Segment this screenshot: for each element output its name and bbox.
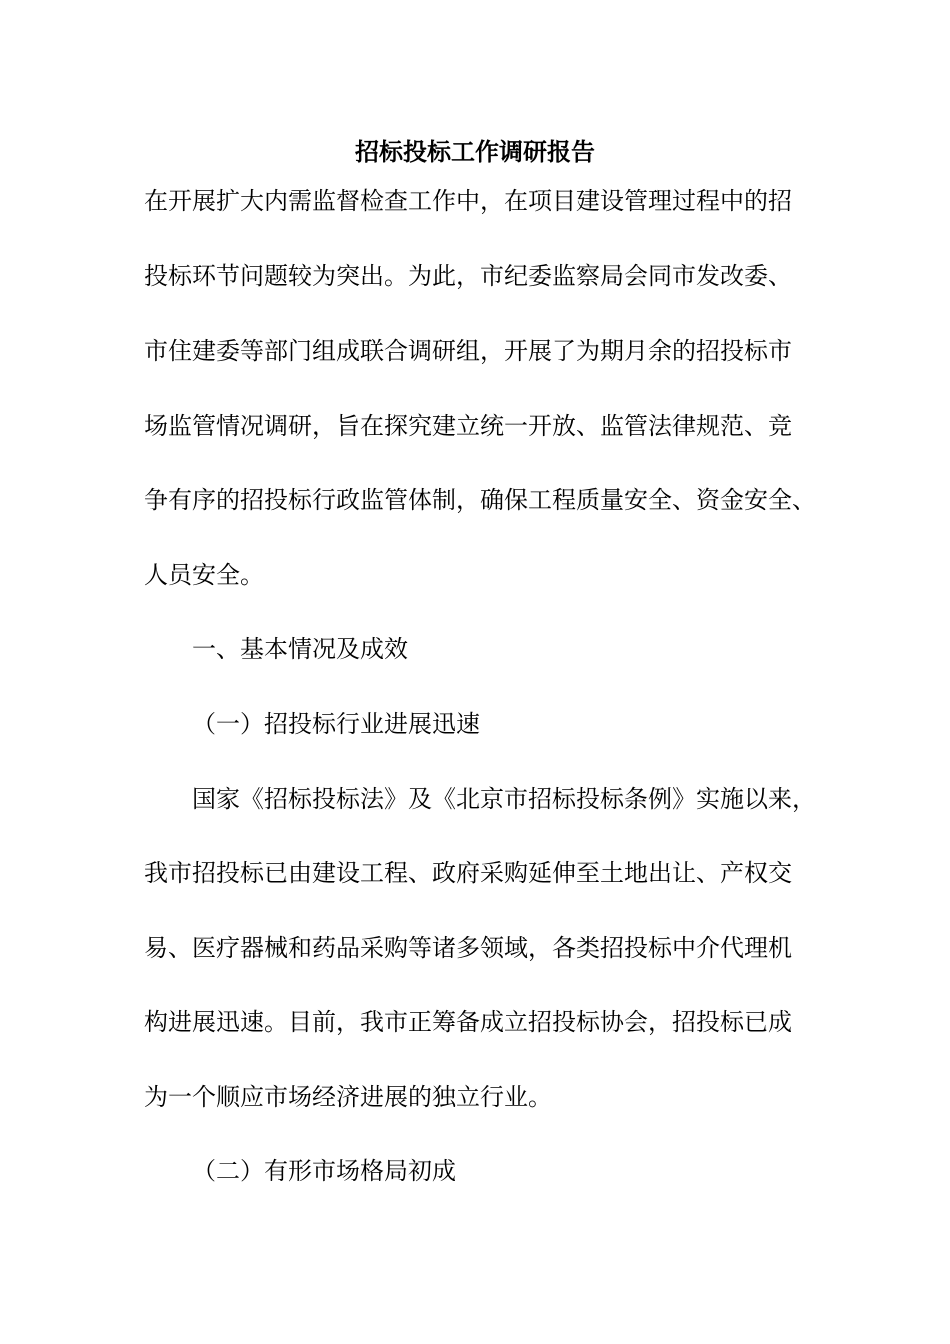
- paragraph-line: 为一个顺应市场经济进展的独立行业。: [144, 1083, 552, 1111]
- subsection-heading: （一）招投标行业进展迅速: [192, 710, 480, 738]
- paragraph-line: 市住建委等部门组成联合调研组，开展了为期月余的招投标市: [144, 337, 792, 365]
- paragraph-line: 易、医疗器械和药品采购等诸多领域，各类招投标中介代理机: [144, 934, 792, 962]
- paragraph-line: 在开展扩大内需监督检查工作中，在项目建设管理过程中的招: [144, 187, 792, 215]
- paragraph-line: 人员安全。: [144, 561, 264, 589]
- paragraph-line: 场监管情况调研，旨在探究建立统一开放、监管法律规范、竞: [144, 412, 792, 440]
- section-heading: 一、基本情况及成效: [192, 635, 408, 663]
- paragraph-line: 投标环节问题较为突出。为此，市纪委监察局会同市发改委、: [144, 262, 792, 290]
- document-title: 招标投标工作调研报告: [355, 137, 595, 166]
- paragraph-line: 构进展迅速。目前，我市正筹备成立招投标协会，招投标已成: [144, 1008, 792, 1036]
- paragraph-line: 国家《招标投标法》及《北京市招标投标条例》实施以来，: [192, 785, 816, 813]
- paragraph-line: 我市招投标已由建设工程、政府采购延伸至土地出让、产权交: [144, 859, 792, 887]
- subsection-heading: （二）有形市场格局初成: [192, 1157, 456, 1185]
- paragraph-line: 争有序的招投标行政监管体制，确保工程质量安全、资金安全、: [144, 486, 816, 514]
